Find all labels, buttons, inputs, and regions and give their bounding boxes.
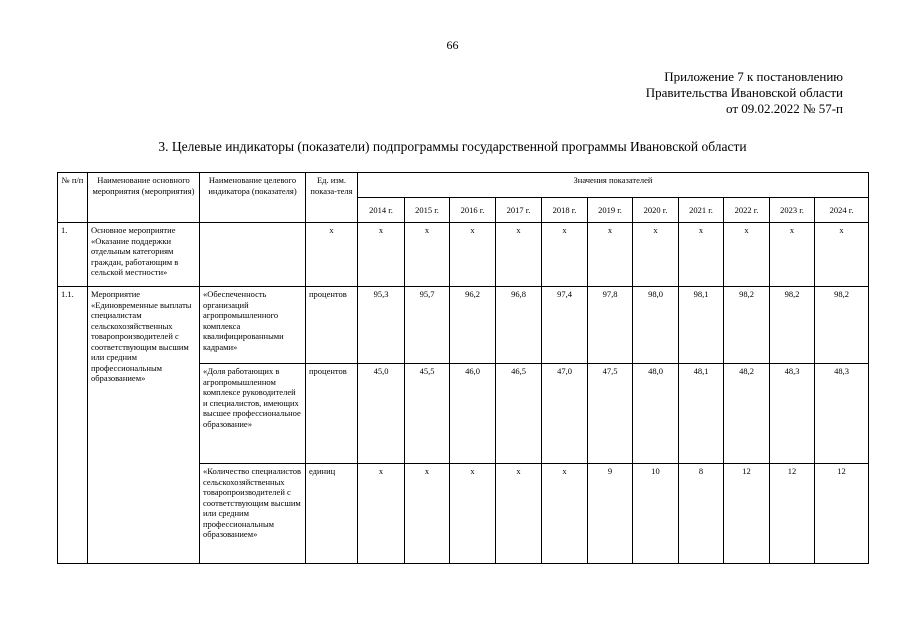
row-unit: процентов [306, 364, 358, 464]
value-cell: 48,3 [770, 364, 815, 464]
row-num: 1. [58, 223, 88, 287]
value-cell: 98,2 [724, 287, 770, 364]
row-unit: х [306, 223, 358, 287]
value-cell: 96,8 [496, 287, 542, 364]
value-cell: 46,0 [450, 364, 496, 464]
value-cell: 48,0 [633, 364, 679, 464]
value-cell: 12 [724, 464, 770, 564]
row-unit: процентов [306, 287, 358, 364]
value-cell: 98,2 [770, 287, 815, 364]
value-cell: 48,1 [679, 364, 724, 464]
row-indicator: «Доля работающих в агропромышленном комплексе руководителей и специалистов, имеющих высшее профессиональное образование» [200, 364, 306, 464]
value-cell: х [724, 223, 770, 287]
header-year: 2015 г. [405, 198, 450, 223]
value-cell: 48,3 [815, 364, 869, 464]
document-title: 3. Целевые индикаторы (показатели) подпрограммы государственной программы Ивановской области [158, 139, 747, 154]
header-unit: Ед. изм. показа-теля [306, 173, 358, 223]
value-cell: 98,0 [633, 287, 679, 364]
value-cell: х [496, 223, 542, 287]
row-indicator: «Количество специалистов сельскохозяйственных товаропроизводителей с соответствующим высшим или средним профессиональным образованием» [200, 464, 306, 564]
appendix-line-3: от 09.02.2022 № 57-п [726, 101, 843, 116]
value-cell: 47,0 [542, 364, 588, 464]
value-cell: х [450, 464, 496, 564]
appendix-header [646, 69, 843, 117]
value-cell: 46,5 [496, 364, 542, 464]
value-cell: 9 [588, 464, 633, 564]
value-cell: х [542, 223, 588, 287]
header-year: 2024 г. [815, 198, 869, 223]
header-indicator: Наименование целевого индикатора (показателя) [200, 173, 306, 223]
table-header-row [58, 173, 869, 198]
value-cell: 45,0 [358, 364, 405, 464]
value-cell: 97,8 [588, 287, 633, 364]
header-year: 2018 г. [542, 198, 588, 223]
header-year: 2014 г. [358, 198, 405, 223]
value-cell: 12 [770, 464, 815, 564]
row-event: Мероприятие «Единовременные выплаты специалистам сельскохозяйственных товаропроизводителей с соответствующим высшим или средним профессиональным образованием» [88, 287, 200, 564]
table-row [58, 287, 869, 364]
value-cell: х [405, 223, 450, 287]
value-cell: 98,2 [815, 287, 869, 364]
row-num: 1.1. [58, 287, 88, 564]
header-year: 2020 г. [633, 198, 679, 223]
row-unit: единиц [306, 464, 358, 564]
header-year: 2021 г. [679, 198, 724, 223]
value-cell: 95,3 [358, 287, 405, 364]
value-cell: х [450, 223, 496, 287]
value-cell: 96,2 [450, 287, 496, 364]
page-number: 66 [446, 38, 459, 52]
value-cell: х [679, 223, 724, 287]
value-cell: х [358, 223, 405, 287]
appendix-line-2: Правительства Ивановской области [645, 85, 843, 100]
value-cell: 47,5 [588, 364, 633, 464]
header-year: 2019 г. [588, 198, 633, 223]
value-cell: х [633, 223, 679, 287]
row-event: Основное мероприятие «Оказание поддержки отдельным категориям граждан, работающим в сельской местности» [88, 223, 200, 287]
value-cell: 12 [815, 464, 869, 564]
value-cell: х [588, 223, 633, 287]
header-values: Значения показателей [358, 173, 869, 198]
header-year: 2016 г. [450, 198, 496, 223]
table-row [58, 223, 869, 287]
value-cell: 48,2 [724, 364, 770, 464]
value-cell: х [542, 464, 588, 564]
header-num: № п/п [58, 173, 88, 223]
appendix-line-1: Приложение 7 к постановлению [664, 69, 843, 84]
header-event: Наименование основного мероприятия (мероприятия) [88, 173, 200, 223]
value-cell: х [358, 464, 405, 564]
value-cell: 10 [633, 464, 679, 564]
header-year: 2017 г. [496, 198, 542, 223]
value-cell: 8 [679, 464, 724, 564]
row-indicator [200, 223, 306, 287]
value-cell: х [496, 464, 542, 564]
value-cell: х [405, 464, 450, 564]
row-indicator: «Обеспеченность организаций агропромышленного комплекса квалифицированными кадрами» [200, 287, 306, 364]
indicators-table [57, 172, 869, 564]
value-cell: х [815, 223, 869, 287]
value-cell: 98,1 [679, 287, 724, 364]
header-year: 2023 г. [770, 198, 815, 223]
value-cell: 95,7 [405, 287, 450, 364]
header-year: 2022 г. [724, 198, 770, 223]
value-cell: 97,4 [542, 287, 588, 364]
value-cell: х [770, 223, 815, 287]
value-cell: 45,5 [405, 364, 450, 464]
